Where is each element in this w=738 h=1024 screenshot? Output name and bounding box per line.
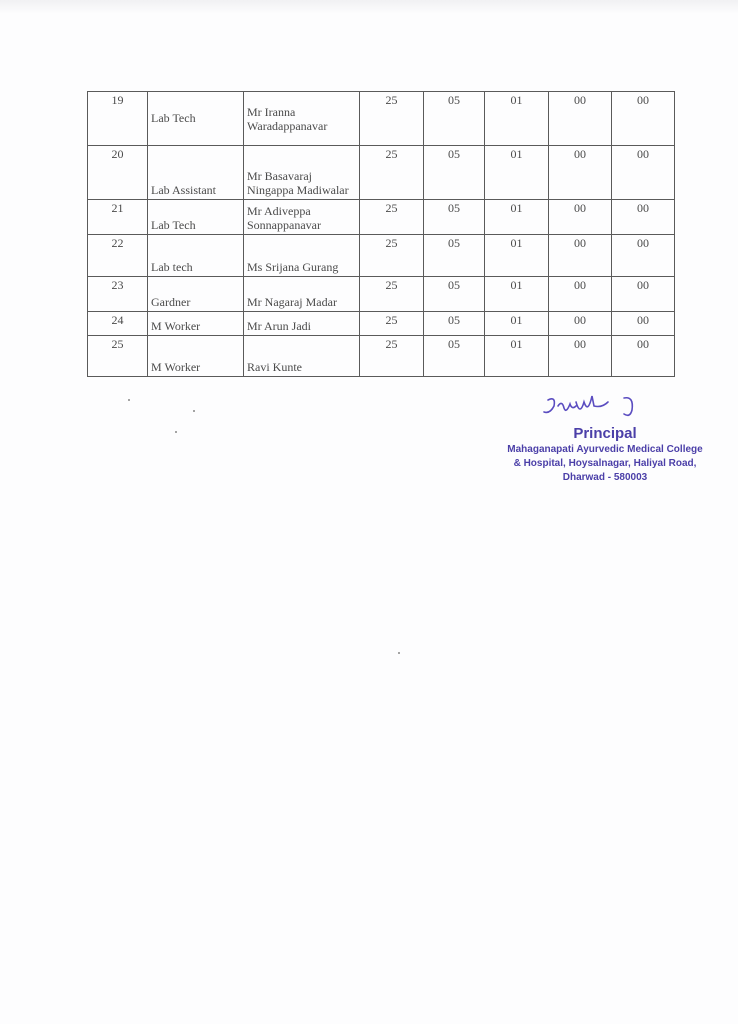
value-cell: 25 <box>360 146 424 200</box>
value-cell: 01 <box>485 277 549 312</box>
table-row <box>88 92 675 146</box>
row-number: 23 <box>88 277 148 312</box>
post-cell: M Worker <box>148 312 244 336</box>
row-number: 25 <box>88 336 148 377</box>
stamp-line: Dharwad - 580003 <box>562 472 648 483</box>
row-number: 21 <box>88 200 148 235</box>
post-cell: Lab tech <box>148 235 244 277</box>
value-cell: 05 <box>424 277 485 312</box>
value-cell: 00 <box>549 312 612 336</box>
table-row <box>88 235 675 277</box>
name-cell: Ms Srijana Gurang <box>244 235 360 277</box>
principal-signature <box>540 392 660 428</box>
name-cell: Mr Iranna Waradappanavar <box>244 92 360 146</box>
value-cell: 01 <box>485 312 549 336</box>
scan-speck <box>128 399 130 401</box>
value-cell: 01 <box>485 92 549 146</box>
value-cell: 01 <box>485 200 549 235</box>
scan-speck <box>193 410 195 412</box>
scan-speck <box>175 431 177 433</box>
name-cell: Mr Basavaraj Ningappa Madiwalar <box>244 146 360 200</box>
value-cell: 01 <box>485 146 549 200</box>
value-cell: 00 <box>612 235 675 277</box>
value-cell: 05 <box>424 336 485 377</box>
table-row <box>88 312 675 336</box>
value-cell: 00 <box>549 235 612 277</box>
value-cell: 01 <box>485 235 549 277</box>
value-cell: 05 <box>424 312 485 336</box>
stamp-title: Principal <box>573 425 637 442</box>
table-row <box>88 200 675 235</box>
value-cell: 00 <box>549 336 612 377</box>
row-number: 24 <box>88 312 148 336</box>
value-cell: 00 <box>549 146 612 200</box>
value-cell: 25 <box>360 92 424 146</box>
value-cell: 01 <box>485 336 549 377</box>
value-cell: 00 <box>612 277 675 312</box>
stamp-line: & Hospital, Hoysalnagar, Haliyal Road, <box>513 458 697 469</box>
row-number: 20 <box>88 146 148 200</box>
scan-speck <box>398 652 400 654</box>
value-cell: 05 <box>424 200 485 235</box>
post-cell: Lab Tech <box>148 200 244 235</box>
value-cell: 00 <box>612 200 675 235</box>
value-cell: 05 <box>424 235 485 277</box>
post-cell: Lab Tech <box>148 92 244 146</box>
value-cell: 00 <box>612 146 675 200</box>
row-number: 19 <box>88 92 148 146</box>
principal-stamp <box>480 425 730 485</box>
row-number: 22 <box>88 235 148 277</box>
value-cell: 05 <box>424 92 485 146</box>
value-cell: 00 <box>549 200 612 235</box>
value-cell: 25 <box>360 200 424 235</box>
post-cell: Gardner <box>148 277 244 312</box>
name-cell: Mr Adiveppa Sonnappanavar <box>244 200 360 235</box>
name-cell: Mr Arun Jadi <box>244 312 360 336</box>
post-cell: M Worker <box>148 336 244 377</box>
value-cell: 00 <box>612 92 675 146</box>
value-cell: 00 <box>612 312 675 336</box>
value-cell: 00 <box>549 92 612 146</box>
value-cell: 25 <box>360 277 424 312</box>
post-cell: Lab Assistant <box>148 146 244 200</box>
table-row <box>88 336 675 377</box>
value-cell: 00 <box>549 277 612 312</box>
value-cell: 00 <box>612 336 675 377</box>
table-row <box>88 146 675 200</box>
scan-edge <box>0 0 738 14</box>
table-row <box>88 277 675 312</box>
value-cell: 25 <box>360 336 424 377</box>
value-cell: 05 <box>424 146 485 200</box>
value-cell: 25 <box>360 312 424 336</box>
name-cell: Mr Nagaraj Madar <box>244 277 360 312</box>
name-cell: Ravi Kunte <box>244 336 360 377</box>
staff-table <box>87 91 675 377</box>
value-cell: 25 <box>360 235 424 277</box>
stamp-line: Mahaganapati Ayurvedic Medical College <box>507 444 703 455</box>
